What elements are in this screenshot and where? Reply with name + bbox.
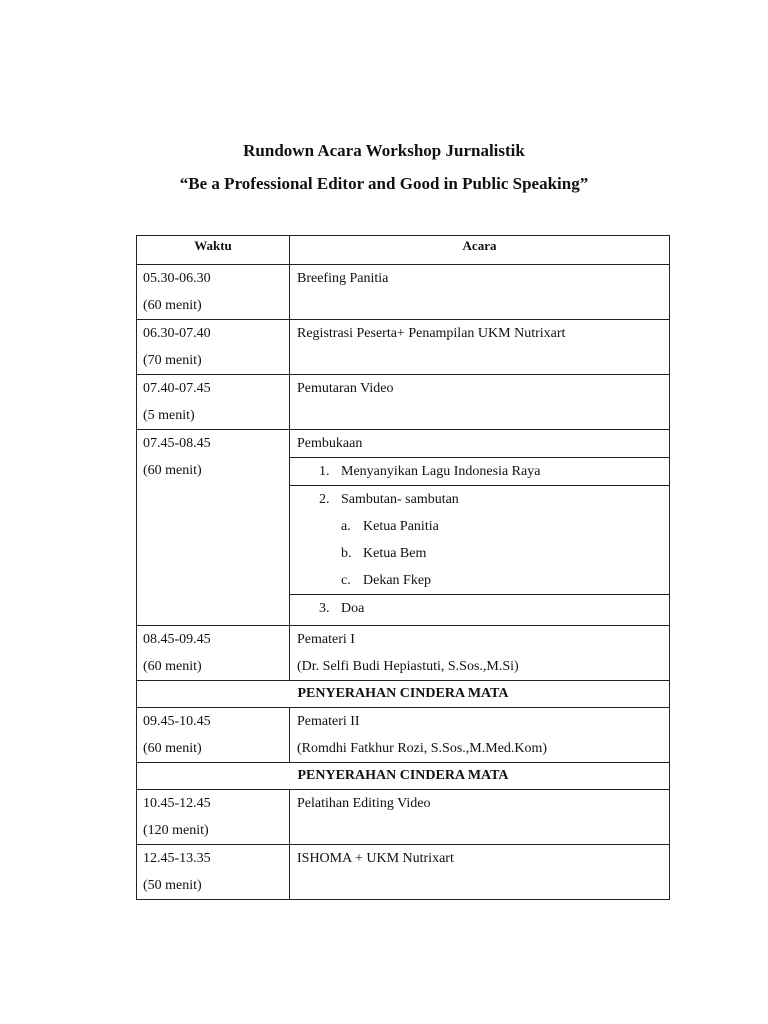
row-speaker: (Romdhi Fatkhur Rozi, S.Sos.,M.Med.Kom) — [297, 741, 548, 756]
list-text: Menyanyikan Lagu Indonesia Raya — [341, 464, 541, 479]
ceremony-row-label: PENYERAHAN CINDERA MATA — [137, 681, 670, 708]
sublist-text: Ketua Panitia — [363, 519, 439, 534]
row-duration: (60 menit) — [143, 463, 202, 478]
document-subtitle: “Be a Professional Editor and Good in Public Speaking” — [179, 174, 589, 193]
list-item — [290, 457, 669, 485]
table-row-merged — [137, 763, 670, 790]
table-row — [137, 845, 670, 900]
row-time: 07.40-07.45 — [143, 381, 211, 396]
row-duration: (60 menit) — [143, 741, 202, 756]
row-acara: Pemateri I — [297, 632, 355, 647]
table-row — [137, 265, 670, 320]
row-acara: Registrasi Peserta+ Penampilan UKM Nutrixart — [297, 326, 566, 341]
sublist-text: Ketua Bem — [363, 546, 427, 561]
list-number: 1. — [319, 464, 330, 479]
row-time: 12.45-13.35 — [143, 851, 211, 866]
sublist-text: Dekan Fkep — [363, 573, 432, 588]
row-duration: (60 menit) — [143, 298, 202, 313]
list-number: 3. — [319, 601, 330, 616]
list-item — [290, 485, 669, 594]
table-row — [137, 430, 670, 626]
list-text: Sambutan- sambutan — [341, 492, 459, 507]
table-header-row — [137, 236, 670, 265]
row-time: 05.30-06.30 — [143, 271, 211, 286]
row-duration: (60 menit) — [143, 659, 202, 674]
table-row — [137, 320, 670, 375]
table-row-merged — [137, 681, 670, 708]
row-speaker: (Dr. Selfi Budi Hepiastuti, S.Sos.,M.Si) — [297, 659, 519, 674]
list-item — [290, 594, 669, 625]
table-row — [137, 790, 670, 845]
row-acara: Pelatihan Editing Video — [297, 796, 431, 811]
row-acara: ISHOMA + UKM Nutrixart — [297, 851, 454, 866]
sublist-letter: a. — [341, 519, 351, 534]
ceremony-row-label: PENYERAHAN CINDERA MATA — [137, 763, 670, 790]
row-time: 10.45-12.45 — [143, 796, 211, 811]
table-row — [137, 375, 670, 430]
rundown-table — [136, 235, 670, 900]
list-text: Doa — [341, 601, 365, 616]
row-acara: Pembukaan — [297, 436, 363, 451]
row-acara: Breefing Panitia — [297, 271, 389, 286]
row-duration: (5 menit) — [143, 408, 195, 423]
sublist-letter: b. — [341, 546, 352, 561]
row-time: 09.45-10.45 — [143, 714, 211, 729]
row-time: 06.30-07.40 — [143, 326, 211, 341]
row-duration: (50 menit) — [143, 878, 202, 893]
header-waktu: Waktu — [137, 236, 290, 265]
list-number: 2. — [319, 492, 330, 507]
row-acara: Pemutaran Video — [297, 381, 394, 396]
row-duration: (120 menit) — [143, 823, 209, 838]
table-row — [137, 708, 670, 763]
row-duration: (70 menit) — [143, 353, 202, 368]
table-row — [137, 626, 670, 681]
row-time: 07.45-08.45 — [143, 436, 211, 451]
document-title: Rundown Acara Workshop Jurnalistik — [243, 141, 525, 160]
row-time: 08.45-09.45 — [143, 632, 211, 647]
row-acara: Pemateri II — [297, 714, 360, 729]
sublist-letter: c. — [341, 573, 351, 588]
header-acara: Acara — [290, 236, 670, 265]
